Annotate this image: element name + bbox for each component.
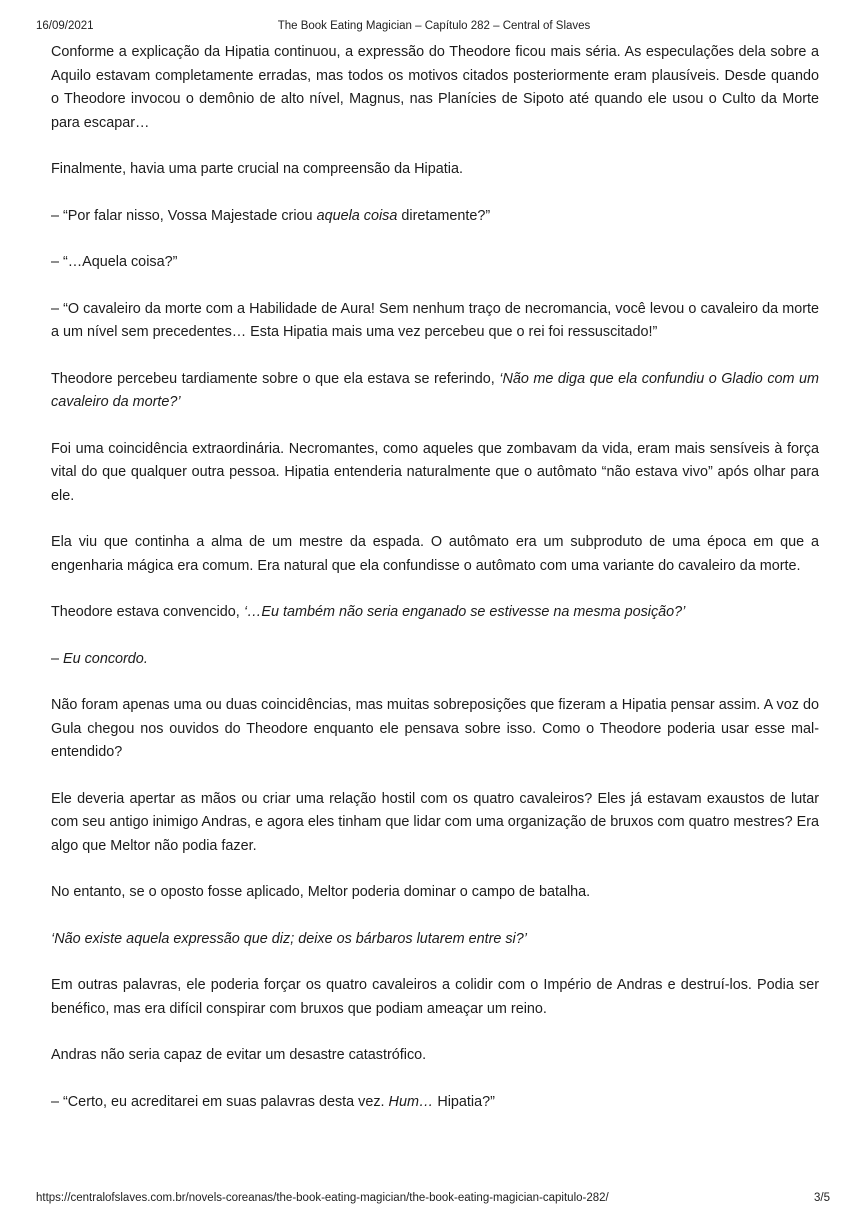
paragraph: No entanto, se o oposto fosse aplicado, Meltor poderia dominar o campo de batalha. — [51, 884, 591, 900]
paragraph: Finalmente, havia uma parte crucial na compreensão da Hipatia. — [51, 161, 463, 177]
dialogue-paragraph: – “Certo, eu acreditarei em suas palavras desta vez. Hum… Hipatia?” — [51, 1093, 495, 1110]
paragraph: Em outras palavras, ele poderia forçar os quatro cavaleiros a colidir com o Império de Andras e destruí-los. Podia ser benéfico, mas era difícil conspirar com bruxos que podiam ameaçar um reino. — [51, 977, 819, 1017]
dialogue-paragraph: – “O cavaleiro da morte com a Habilidade de Aura! Sem nenhum traço de necromancia, você levou o cavaleiro da morte a um nível sem precedentes… Esta Hipatia mais uma vez percebeu que o rei foi ressuscitado!” — [51, 300, 819, 340]
paragraph: Ela viu que continha a alma de um mestre da espada. O autômato era um subproduto de uma época em que a engenharia mágica era comum. Era natural que ela confundisse o autômato com uma variante do cavaleiro da morte. — [51, 534, 819, 574]
paragraph: Theodore percebeu tardiamente sobre o que ela estava se referindo, ‘Não me diga que ela confundiu o Gladio com um cavaleiro da morte?’ — [51, 370, 819, 410]
print-date: 16/09/2021 — [36, 20, 94, 32]
thought-emphasis: ‘…Eu também não seria enganado se estivesse na mesma posição?’ — [243, 604, 686, 620]
thought-emphasis: ‘Não me diga que ela confundiu o Gladio com um cavaleiro da morte?’ — [51, 370, 819, 410]
document-title: The Book Eating Magician – Capítulo 282 – Central of Slaves — [277, 20, 591, 32]
page-number: 3/5 — [814, 1192, 830, 1204]
page-url: https://centralofslaves.com.br/novels-coreanas/the-book-eating-magician/the-book-eating-magician-capitulo-282/ — [36, 1192, 609, 1204]
print-footer — [36, 1192, 830, 1208]
dialogue-paragraph: – “Por falar nisso, Vossa Majestade criou aquela coisa diretamente?” — [51, 207, 491, 224]
paragraph: Theodore estava convencido, ‘…Eu também não seria enganado se estivesse na mesma posição?’ — [51, 604, 686, 620]
print-header — [36, 20, 832, 36]
paragraph: Ele deveria apertar as mãos ou criar uma relação hostil com os quatro cavaleiros? Eles já estavam exaustos de lutar com seu antigo inimigo Andras, e agora eles tinham que lidar com uma organização de bruxos com quatro mestres? Era algo que Meltor não podia fazer. — [51, 790, 819, 854]
paragraph: Conforme a explicação da Hipatia continuou, a expressão do Theodore ficou mais séria. As especulações dela sobre a Aquilo estavam completamente erradas, mas todos os motivos citados posteriormente eram plausíveis. Desde quando o Theodore invocou o demônio de alto nível, Magnus, nas Planícies de Sipoto até quando ele usou o Culto da Morte para escapar… — [51, 44, 819, 131]
chapter-text — [51, 41, 819, 1137]
dialogue-paragraph: – Eu concordo. — [51, 650, 148, 667]
emphasis: Hum… — [388, 1093, 434, 1110]
dialogue-paragraph: – “…Aquela coisa?” — [51, 254, 178, 270]
emphasis: Eu concordo. — [63, 650, 148, 667]
emphasis: aquela coisa — [316, 207, 398, 224]
paragraph: Andras não seria capaz de evitar um desastre catastrófico. — [51, 1047, 427, 1063]
thought-emphasis: ‘Não existe aquela expressão que diz; deixe os bárbaros lutarem entre si?’ — [51, 930, 527, 947]
paragraph: Foi uma coincidência extraordinária. Necromantes, como aqueles que zombavam da vida, eram mais sensíveis à força vital do que qualquer outra pessoa. Hipatia entenderia naturalmente que o autômato “não estava vivo” após olhar para ele. — [51, 440, 819, 504]
paragraph: Não foram apenas uma ou duas coincidências, mas muitas sobreposições que fizeram a Hipatia pensar assim. A voz do Gula chegou nos ouvidos do Theodore enquanto ele pensava sobre isso. Como o Theodore poderia usar esse mal-entendido? — [51, 697, 819, 760]
thought-paragraph — [51, 928, 819, 952]
